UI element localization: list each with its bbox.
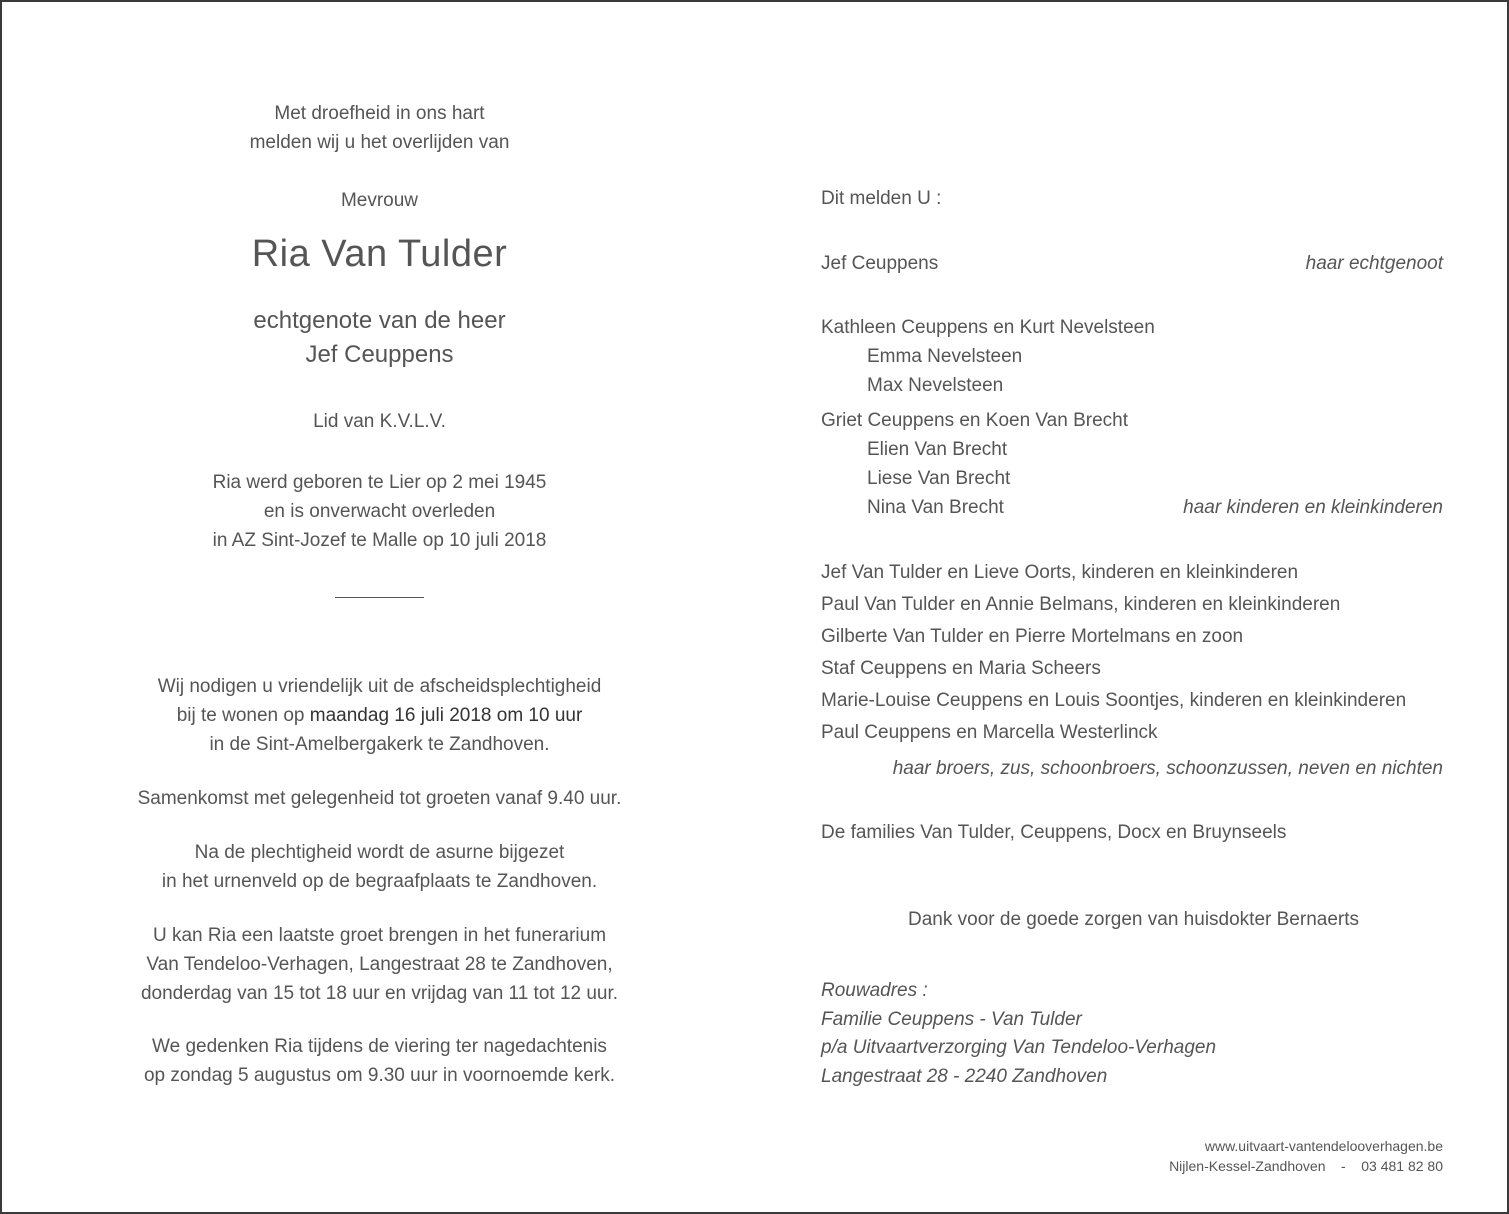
husband-name: Jef Ceuppens [821,253,939,274]
footer-website: www.uitvaart-vantendelooverhagen.be [1204,1138,1443,1154]
life-line: Ria werd geboren te Lier op 2 mei 1945 [212,472,547,493]
sibling-line: Gilberte Van Tulder en Pierre Mortelmans en zoon [821,626,1244,647]
address-label: Rouwadres : [821,980,928,1001]
sibling-line: Staf Ceuppens en Maria Scheers [821,658,1101,679]
grandchild-line: Nina Van Brecht [867,497,1004,518]
intro-text [2,99,757,157]
sibling-line: Paul Ceuppens en Marcella Westerlinck [821,722,1158,743]
grandchild-line: Max Nevelsteen [867,375,1004,396]
spouse-line: echtgenote van de heer [253,307,506,334]
spouse-line: Jef Ceuppens [305,341,454,368]
ceremony-date-line: bij te wonen op maandag 16 juli 2018 om 10 uur [176,705,583,726]
funerarium-info: U kan Ria een laatste groet brengen in het funerarium Van Tendeloo-Verhagen, Langestraat 28 te Zandhoven, donderdag van 15 tot 18 uur en vrijdag van 11 tot 12 uur. [140,925,619,1004]
remembrance-info: We gedenken Ria tijdens de viering ter nagedachtenis op zondag 5 augustus om 9.30 uur in voornoemde kerk. [143,1036,616,1086]
sibling-line: Jef Van Tulder en Lieve Oorts, kinderen en kleinkinderen [821,562,1299,583]
life-line: en is onverwacht overleden [263,501,496,522]
footer-contact: Nijlen-Kessel-Zandhoven - 03 481 82 80 [1169,1158,1443,1174]
life-details [2,468,757,555]
grandchild-line: Emma Nevelsteen [867,346,1023,367]
family-line: Kathleen Ceuppens en Kurt Nevelsteen [821,317,1155,338]
divider-line [335,597,424,598]
ceremony-date: maandag 16 juli 2018 om 10 uur [309,705,583,726]
address-line: p/a Uitvaartverzorging Van Tendeloo-Verhagen [821,1037,1217,1058]
grandchild-line: Liese Van Brecht [867,468,1011,489]
sibling-line: Marie-Louise Ceuppens en Louis Soontjes, kinderen en kleinkinderen [821,690,1407,711]
siblings-role: haar broers, zus, schoonbroers, schoonzussen, neven en nichten [892,758,1443,779]
intro-line: melden wij u het overlijden van [249,132,510,153]
ceremony-invitation: Wij nodigen u vriendelijk uit de afscheidsplechtigheid bij te wonen op maandag 16 juli 2018 om 10 uur in de Sint-Amelbergakerk te Zandhoven. [2,672,757,759]
urn-info: Na de plechtigheid wordt de asurne bijgezet in het urnenveld op de begraafplaats te Zandhoven. [161,842,598,892]
right-heading: Dit melden U : [821,188,942,209]
title-mevrouw: Mevrouw [340,190,419,211]
intro-line: Met droefheid in ons hart [274,103,485,124]
grandchild-line: Elien Van Brecht [867,439,1008,460]
life-line: in AZ Sint-Jozef te Malle op 10 juli 2018 [212,530,547,551]
address-line: Familie Ceuppens - Van Tulder [821,1009,1082,1030]
address-line: Langestraat 28 - 2240 Zandhoven [821,1066,1108,1087]
families-line: De families Van Tulder, Ceuppens, Docx en Bruynseels [821,822,1287,843]
children-role: haar kinderen en kleinkinderen [1183,497,1443,518]
thanks-line: Dank voor de goede zorgen van huisdokter Bernaerts [908,909,1359,930]
husband-role: haar echtgenoot [1305,253,1443,274]
sibling-line: Paul Van Tulder en Annie Belmans, kinderen en kleinkinderen [821,594,1341,615]
spouse-text [2,304,757,372]
membership: Lid van K.V.L.V. [313,411,446,432]
deceased-name: Ria Van Tulder [251,233,508,275]
family-line: Griet Ceuppens en Koen Van Brecht [821,410,1129,431]
gathering-info: Samenkomst met gelegenheid tot groeten vanaf 9.40 uur. [137,788,622,809]
